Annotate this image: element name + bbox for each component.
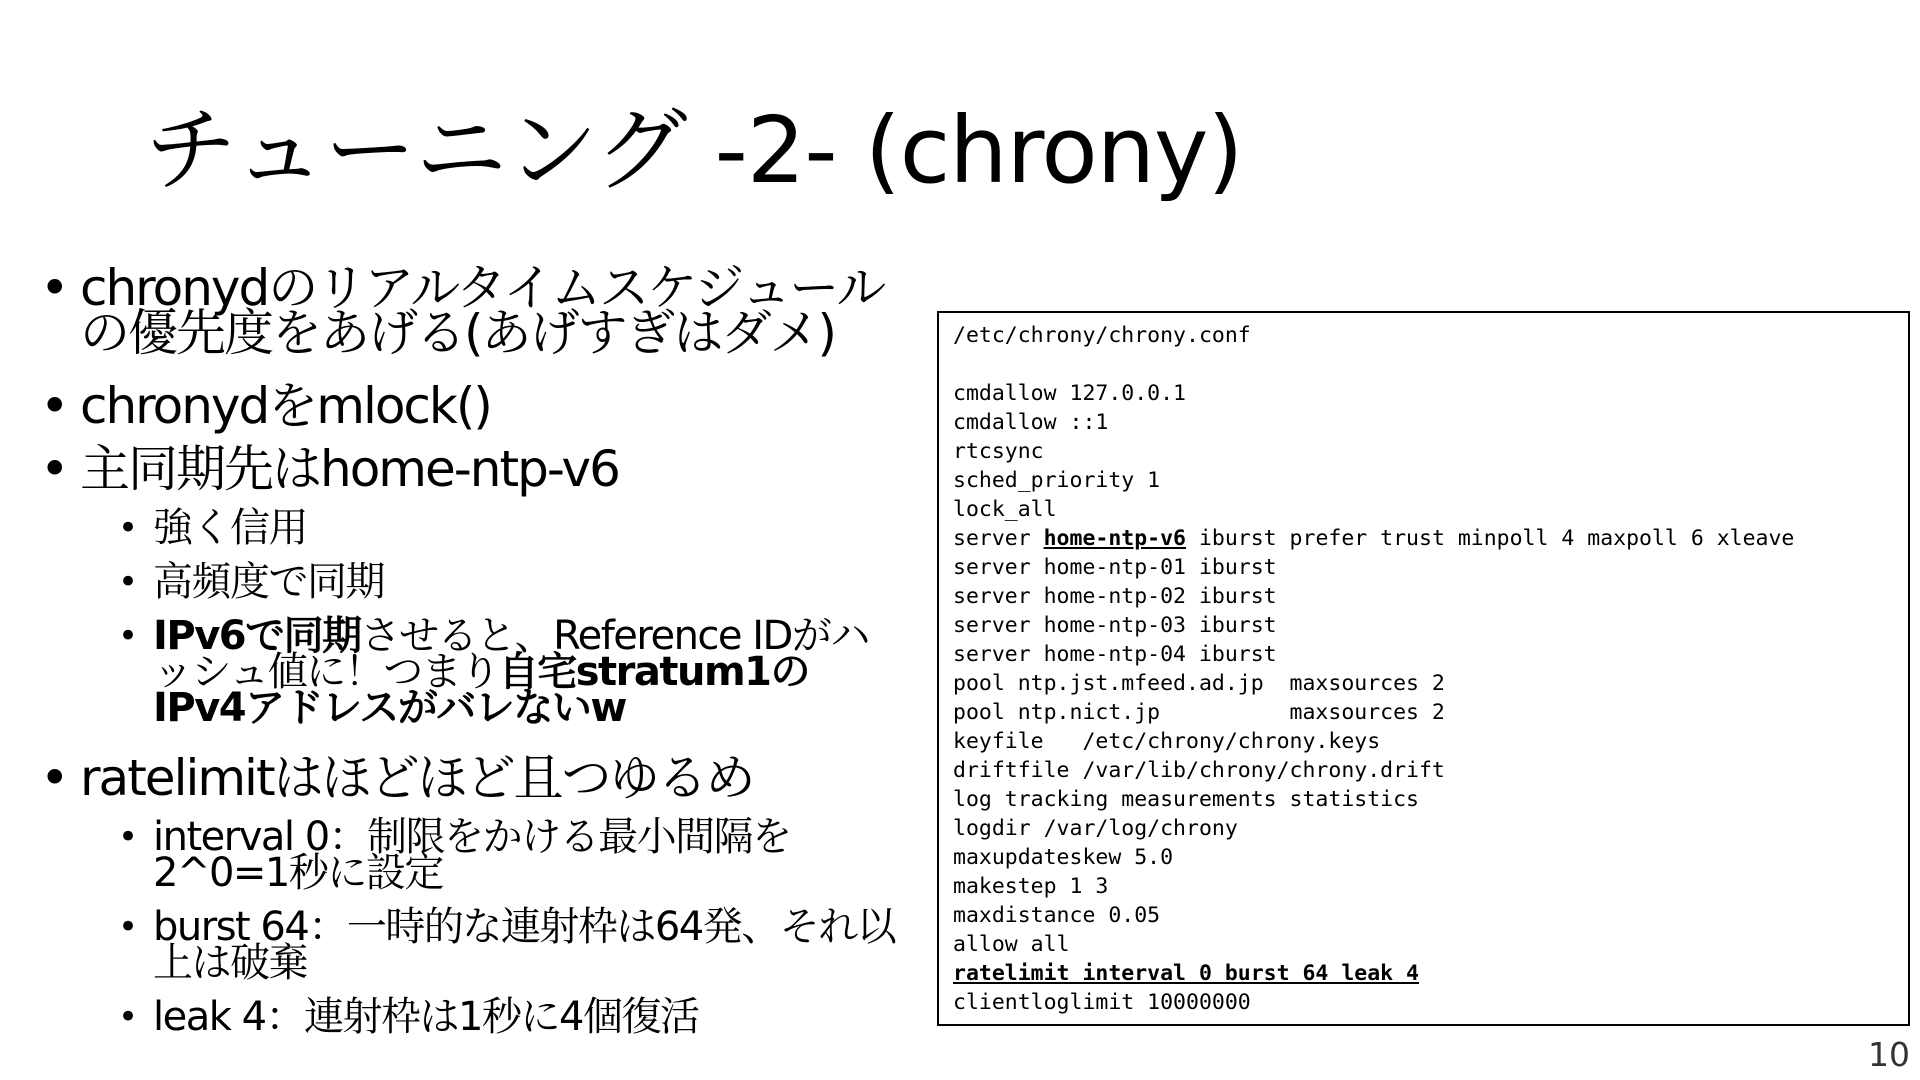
plain-text: させると、Reference IDがハッシュ値に！つまり <box>153 613 869 695</box>
config-line: server home-ntp-03 iburst <box>953 613 1277 638</box>
bullet-text: chronydをmlock() <box>80 377 491 435</box>
config-file-box <box>937 311 1910 1026</box>
sub-bullet-reference-id <box>40 613 900 731</box>
sub-bullet-interval <box>40 814 900 896</box>
config-highlight-host: home-ntp-v6 <box>1043 526 1186 551</box>
config-line: server home-ntp-02 iburst <box>953 584 1277 609</box>
page-number: 10 <box>1868 1035 1910 1074</box>
config-line: cmdallow 127.0.0.1 <box>953 381 1186 406</box>
config-line: sched_priority 1 <box>953 468 1161 493</box>
config-line: cmdallow ::1 <box>953 410 1109 435</box>
bullet-dot-icon: • <box>40 440 68 498</box>
config-keyword: server <box>953 526 1044 551</box>
config-line-ratelimit <box>953 959 1908 988</box>
config-line: server home-ntp-01 iburst <box>953 555 1277 580</box>
config-line: makestep 1 3 <box>953 874 1109 899</box>
config-blank-line <box>953 350 1908 379</box>
config-line: maxdistance 0.05 <box>953 903 1161 928</box>
bullet-list <box>40 259 900 1053</box>
bullet-dot-icon: • <box>40 259 68 317</box>
config-line: log tracking measurements statistics <box>953 787 1419 812</box>
sub-bullet-text: 高頻度で同期 <box>153 559 384 605</box>
sub-bullet-dot-icon: • <box>118 997 137 1037</box>
config-line: maxupdateskew 5.0 <box>953 845 1174 870</box>
sub-bullet-dot-icon: • <box>118 616 137 656</box>
slide-title: チューニング -2- (chrony) <box>145 97 1243 204</box>
sub-bullet-dot-icon: • <box>118 817 137 857</box>
config-highlight-ratelimit: ratelimit interval 0 burst 64 leak 4 <box>953 961 1419 986</box>
sub-bullet-burst <box>40 904 900 986</box>
sub-bullet-text: 強く信用 <box>153 505 307 551</box>
config-line: pool ntp.jst.mfeed.ad.jp maxsources 2 <box>953 671 1445 696</box>
sub-bullet-trust <box>40 505 900 551</box>
sub-bullet-text: leak 4：連射枠は1秒に4個復活 <box>153 994 699 1040</box>
sub-bullet-text: burst 64：一時的な連射枠は64発、それ以上は破棄 <box>153 904 896 986</box>
config-line: pool ntp.nict.jp maxsources 2 <box>953 700 1445 725</box>
bold-text: 自宅stratum1のIPv4アドレスがバレないw <box>153 649 809 731</box>
config-line: allow all <box>953 932 1070 957</box>
bullet-item-primary-server <box>40 440 900 498</box>
bullet-item-mlock <box>40 377 900 435</box>
config-line: lock_all <box>953 497 1057 522</box>
sub-bullet-frequent-sync <box>40 559 900 605</box>
sub-bullet-dot-icon: • <box>118 508 137 548</box>
config-line-server-v6 <box>953 524 1908 553</box>
config-line: rtcsync <box>953 439 1044 464</box>
config-line: keyfile /etc/chrony/chrony.keys <box>953 729 1381 754</box>
config-line: server home-ntp-04 iburst <box>953 642 1277 667</box>
sub-bullet-dot-icon: • <box>118 907 137 947</box>
bullet-text: ratelimitはほどほど且つゆるめ <box>80 749 754 807</box>
bullet-text: 主同期先はhome-ntp-v6 <box>80 440 619 498</box>
bullet-dot-icon: • <box>40 377 68 435</box>
bullet-item-realtime-priority <box>40 259 900 362</box>
bullet-text: chronydのリアルタイムスケジュールの優先度をあげる(あげすぎはダメ) <box>80 259 885 362</box>
sub-bullet-text <box>113 613 900 731</box>
config-line: driftfile /var/lib/chrony/chrony.drift <box>953 758 1445 783</box>
config-line: clientloglimit 10000000 <box>953 990 1251 1015</box>
sub-bullet-leak <box>40 994 900 1040</box>
sub-bullet-dot-icon: • <box>118 562 137 602</box>
sub-bullet-text: interval 0：制限をかける最小間隔を2^0=1秒に設定 <box>153 814 791 896</box>
config-options: iburst prefer trust minpoll 4 maxpoll 6 xleave <box>1186 526 1795 551</box>
bullet-dot-icon: • <box>40 749 68 807</box>
config-line: logdir /var/log/chrony <box>953 816 1238 841</box>
bold-text: IPv6で同期 <box>153 613 361 659</box>
config-filename: /etc/chrony/chrony.conf <box>953 323 1251 348</box>
bullet-item-ratelimit <box>40 749 900 807</box>
